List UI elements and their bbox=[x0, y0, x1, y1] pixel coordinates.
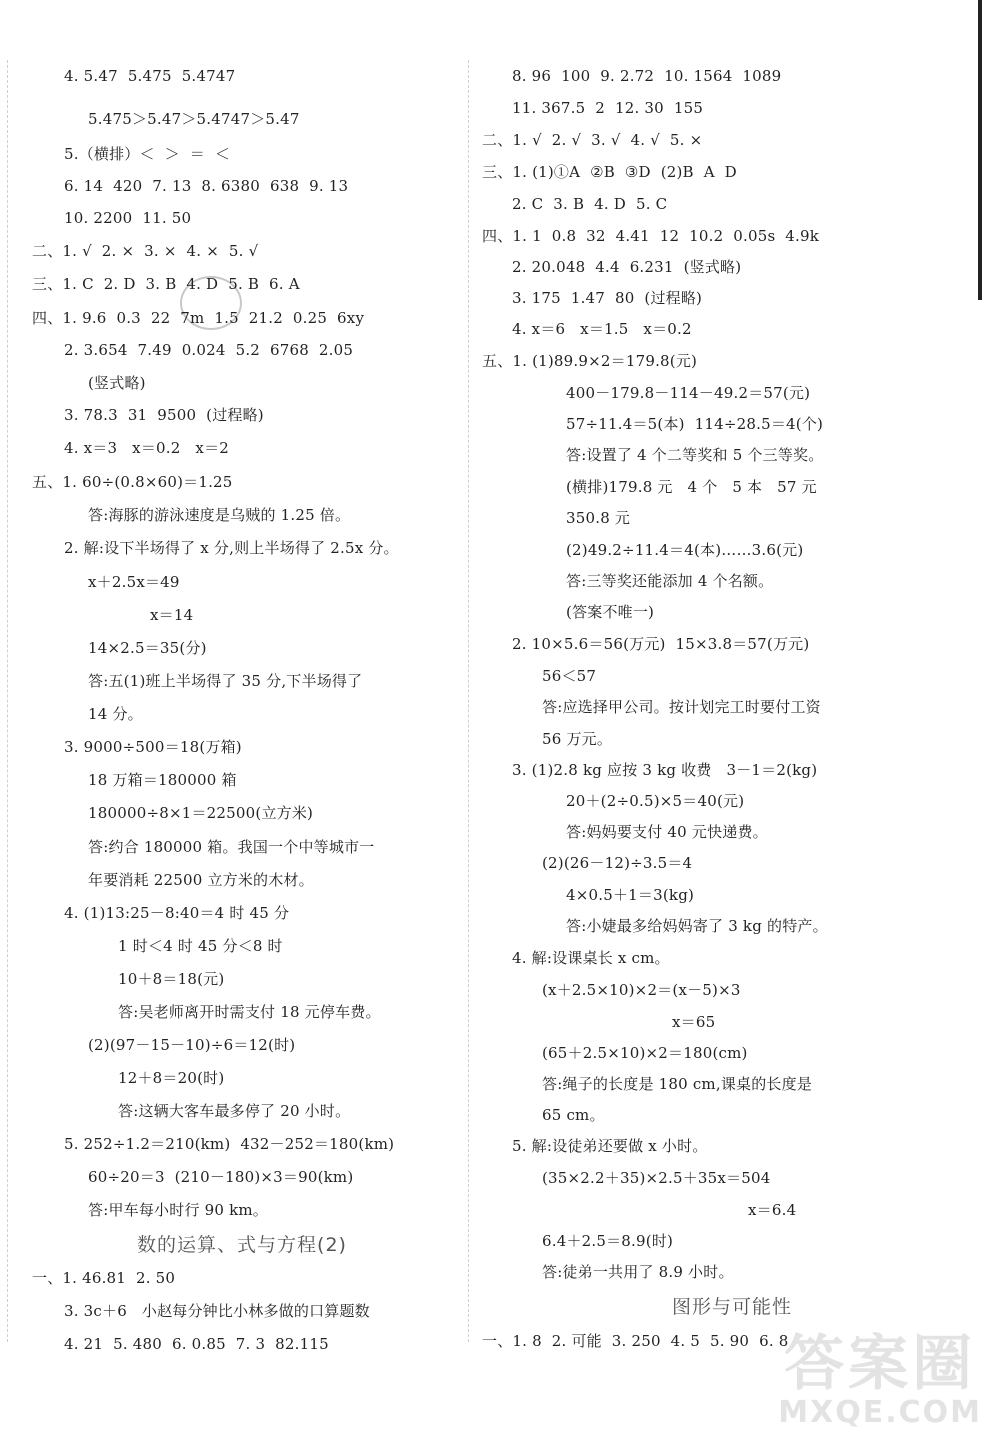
answer-line: 答:设置了 4 个二等奖和 5 个三等奖。 bbox=[566, 446, 824, 464]
answer-line: 14 分。 bbox=[88, 705, 143, 723]
answer-line: 350.8 元 bbox=[566, 509, 631, 527]
answer-line: (x＋2.5×10)×2＝(x－5)×3 bbox=[542, 981, 741, 999]
answer-line: 3. 175 1.47 80 (过程略) bbox=[512, 289, 703, 307]
watermark-sub: MXQE.COM bbox=[778, 1395, 982, 1430]
answer-line: 14×2.5＝35(分) bbox=[88, 639, 207, 657]
answer-line: 3. 3c＋6 小赵每分钟比小林多做的口算题数 bbox=[64, 1302, 370, 1320]
answer-line: 一、1. 8 2. 可能 3. 250 4. 5 5. 90 6. 8 bbox=[482, 1332, 789, 1350]
answer-line: 65 cm。 bbox=[542, 1106, 605, 1124]
answer-line: x＋2.5x＝49 bbox=[88, 573, 180, 591]
answer-line: 答:徒弟一共用了 8.9 小时。 bbox=[542, 1263, 734, 1281]
answer-line: 答:绳子的长度是 180 cm,课桌的长度是 bbox=[542, 1075, 813, 1093]
answer-line: 答:甲车每小时行 90 km。 bbox=[88, 1201, 268, 1219]
answer-line: 五、1. (1)89.9×2＝179.8(元) bbox=[482, 352, 698, 370]
left-margin-rule bbox=[7, 60, 8, 1342]
answer-line: 4×0.5＋1＝3(kg) bbox=[566, 886, 695, 904]
answer-line: 答:小婕最多给妈妈寄了 3 kg 的特产。 bbox=[566, 917, 828, 935]
answer-line: 答:海豚的游泳速度是乌贼的 1.25 倍。 bbox=[88, 506, 351, 524]
answer-line: 180000÷8×1＝22500(立方米) bbox=[88, 804, 314, 822]
answer-line: 四、1. 1 0.8 32 4.41 12 10.2 0.05s 4.9k bbox=[482, 227, 820, 245]
answer-line: 2. 10×5.6＝56(万元) 15×3.8＝57(万元) bbox=[512, 635, 810, 653]
answer-line: 五、1. 60÷(0.8×60)＝1.25 bbox=[32, 473, 233, 491]
answer-line: 年要消耗 22500 立方米的木材。 bbox=[88, 871, 314, 889]
answer-line: 5. 解:设徒弟还要做 x 小时。 bbox=[512, 1137, 708, 1155]
answer-line: 答:这辆大客车最多停了 20 小时。 bbox=[118, 1102, 351, 1120]
answer-line: x＝6.4 bbox=[748, 1201, 797, 1219]
answer-line: 二、1. √ 2. √ 3. √ 4. √ 5. × bbox=[482, 131, 703, 149]
answer-line: x＝14 bbox=[150, 606, 194, 624]
answer-line: 12＋8＝20(时) bbox=[118, 1069, 225, 1087]
answer-line: 10. 2200 11. 50 bbox=[64, 209, 192, 227]
answer-line: (2)49.2÷11.4＝4(本)……3.6(元) bbox=[566, 541, 804, 559]
answer-line: 56＜57 bbox=[542, 667, 597, 685]
answer-line: 3. (1)2.8 kg 应按 3 kg 收费 3－1＝2(kg) bbox=[512, 761, 818, 779]
answer-line: 二、1. √ 2. × 3. × 4. × 5. √ bbox=[32, 242, 259, 260]
answer-line: 4. x＝6 x＝1.5 x＝0.2 bbox=[512, 320, 692, 338]
answer-line: 三、1. C 2. D 3. B 4. D 5. B 6. A bbox=[32, 275, 300, 293]
column-divider bbox=[468, 60, 469, 1342]
answer-line: (2)(26－12)÷3.5＝4 bbox=[542, 854, 693, 872]
answer-line: 400－179.8－114－49.2＝57(元) bbox=[566, 384, 811, 402]
answer-line: x＝65 bbox=[672, 1013, 716, 1031]
answer-line: 1 时＜4 时 45 分＜8 时 bbox=[118, 937, 283, 955]
answer-line: 答:三等奖还能添加 4 个名额。 bbox=[566, 572, 774, 590]
answer-line: 56 万元。 bbox=[542, 730, 613, 748]
answer-line: (35×2.2＋35)×2.5＋35x＝504 bbox=[542, 1169, 771, 1187]
answer-line: 8. 96 100 9. 2.72 10. 1564 1089 bbox=[512, 67, 782, 85]
answer-line: 57÷11.4＝5(本) 114÷28.5＝4(个) bbox=[566, 415, 824, 433]
answer-line: 答:妈妈要支付 40 元快递费。 bbox=[566, 823, 768, 841]
answer-line: 10＋8＝18(元) bbox=[118, 970, 225, 988]
answer-line: 11. 367.5 2 12. 30 155 bbox=[512, 99, 704, 117]
answer-line: 5. 252÷1.2＝210(km) 432－252＝180(km) bbox=[64, 1135, 395, 1153]
answer-line: 4. 解:设课桌长 x cm。 bbox=[512, 949, 670, 967]
answer-line: 2. 3.654 7.49 0.024 5.2 6768 2.05 bbox=[64, 341, 354, 359]
answer-line: 答:约合 180000 箱。我国一个中等城市一 bbox=[88, 838, 375, 856]
answer-line: 2. 20.048 4.4 6.231 (竖式略) bbox=[512, 258, 742, 276]
answer-line: (答案不唯一) bbox=[566, 603, 655, 621]
answer-line: (横排)179.8 元 4 个 5 本 57 元 bbox=[566, 478, 817, 496]
answer-line: 3. 78.3 31 9500 (过程略) bbox=[64, 406, 264, 424]
watermark-main: 答案圈 bbox=[784, 1329, 977, 1399]
answer-line: 6. 14 420 7. 13 8. 6380 638 9. 13 bbox=[64, 177, 349, 195]
answer-line: 答:应选择甲公司。按计划完工时要付工资 bbox=[542, 698, 821, 716]
answer-line: 4. 21 5. 480 6. 0.85 7. 3 82.115 bbox=[64, 1335, 329, 1353]
answer-line: 四、1. 9.6 0.3 22 7m 1.5 21.2 0.25 6xy bbox=[32, 309, 365, 327]
answer-line: 5.（横排）＜ ＞ ＝ ＜ bbox=[64, 145, 231, 163]
answer-line: 60÷20＝3 (210－180)×3＝90(km) bbox=[88, 1168, 354, 1186]
answer-line: (2)(97－15－10)÷6＝12(时) bbox=[88, 1036, 296, 1054]
page-edge-bar bbox=[978, 0, 982, 300]
answer-line: 一、1. 46.81 2. 50 bbox=[32, 1269, 176, 1287]
answer-line: 4. (1)13:25－8:40＝4 时 45 分 bbox=[64, 904, 290, 922]
answer-line: 5.475＞5.47＞5.4747＞5.47 bbox=[88, 110, 300, 128]
answer-line: 答:吴老师离开时需支付 18 元停车费。 bbox=[118, 1003, 381, 1021]
answer-line: 三、1. (1)①A ②B ③D (2)B A D bbox=[482, 163, 737, 181]
answer-line: 2. 解:设下半场得了 x 分,则上半场得了 2.5x 分。 bbox=[64, 539, 399, 557]
section-title: 数的运算、式与方程(2) bbox=[137, 1234, 347, 1256]
answer-line: 2. C 3. B 4. D 5. C bbox=[512, 195, 668, 213]
answer-line: 4. x＝3 x＝0.2 x＝2 bbox=[64, 439, 230, 457]
answer-line: (65＋2.5×10)×2＝180(cm) bbox=[542, 1044, 748, 1062]
answer-line: 3. 9000÷500＝18(万箱) bbox=[64, 738, 242, 756]
answer-line: (竖式略) bbox=[88, 374, 146, 392]
watermark bbox=[778, 1329, 982, 1430]
answer-line: 4. 5.47 5.475 5.4747 bbox=[64, 67, 236, 85]
answer-line: 6.4＋2.5＝8.9(时) bbox=[542, 1232, 674, 1250]
answer-line: 答:五(1)班上半场得了 35 分,下半场得了 bbox=[88, 672, 363, 690]
section-title: 图形与可能性 bbox=[671, 1296, 792, 1318]
answer-line: 18 万箱＝180000 箱 bbox=[88, 771, 237, 789]
answer-line: 20＋(2÷0.5)×5＝40(元) bbox=[566, 792, 745, 810]
